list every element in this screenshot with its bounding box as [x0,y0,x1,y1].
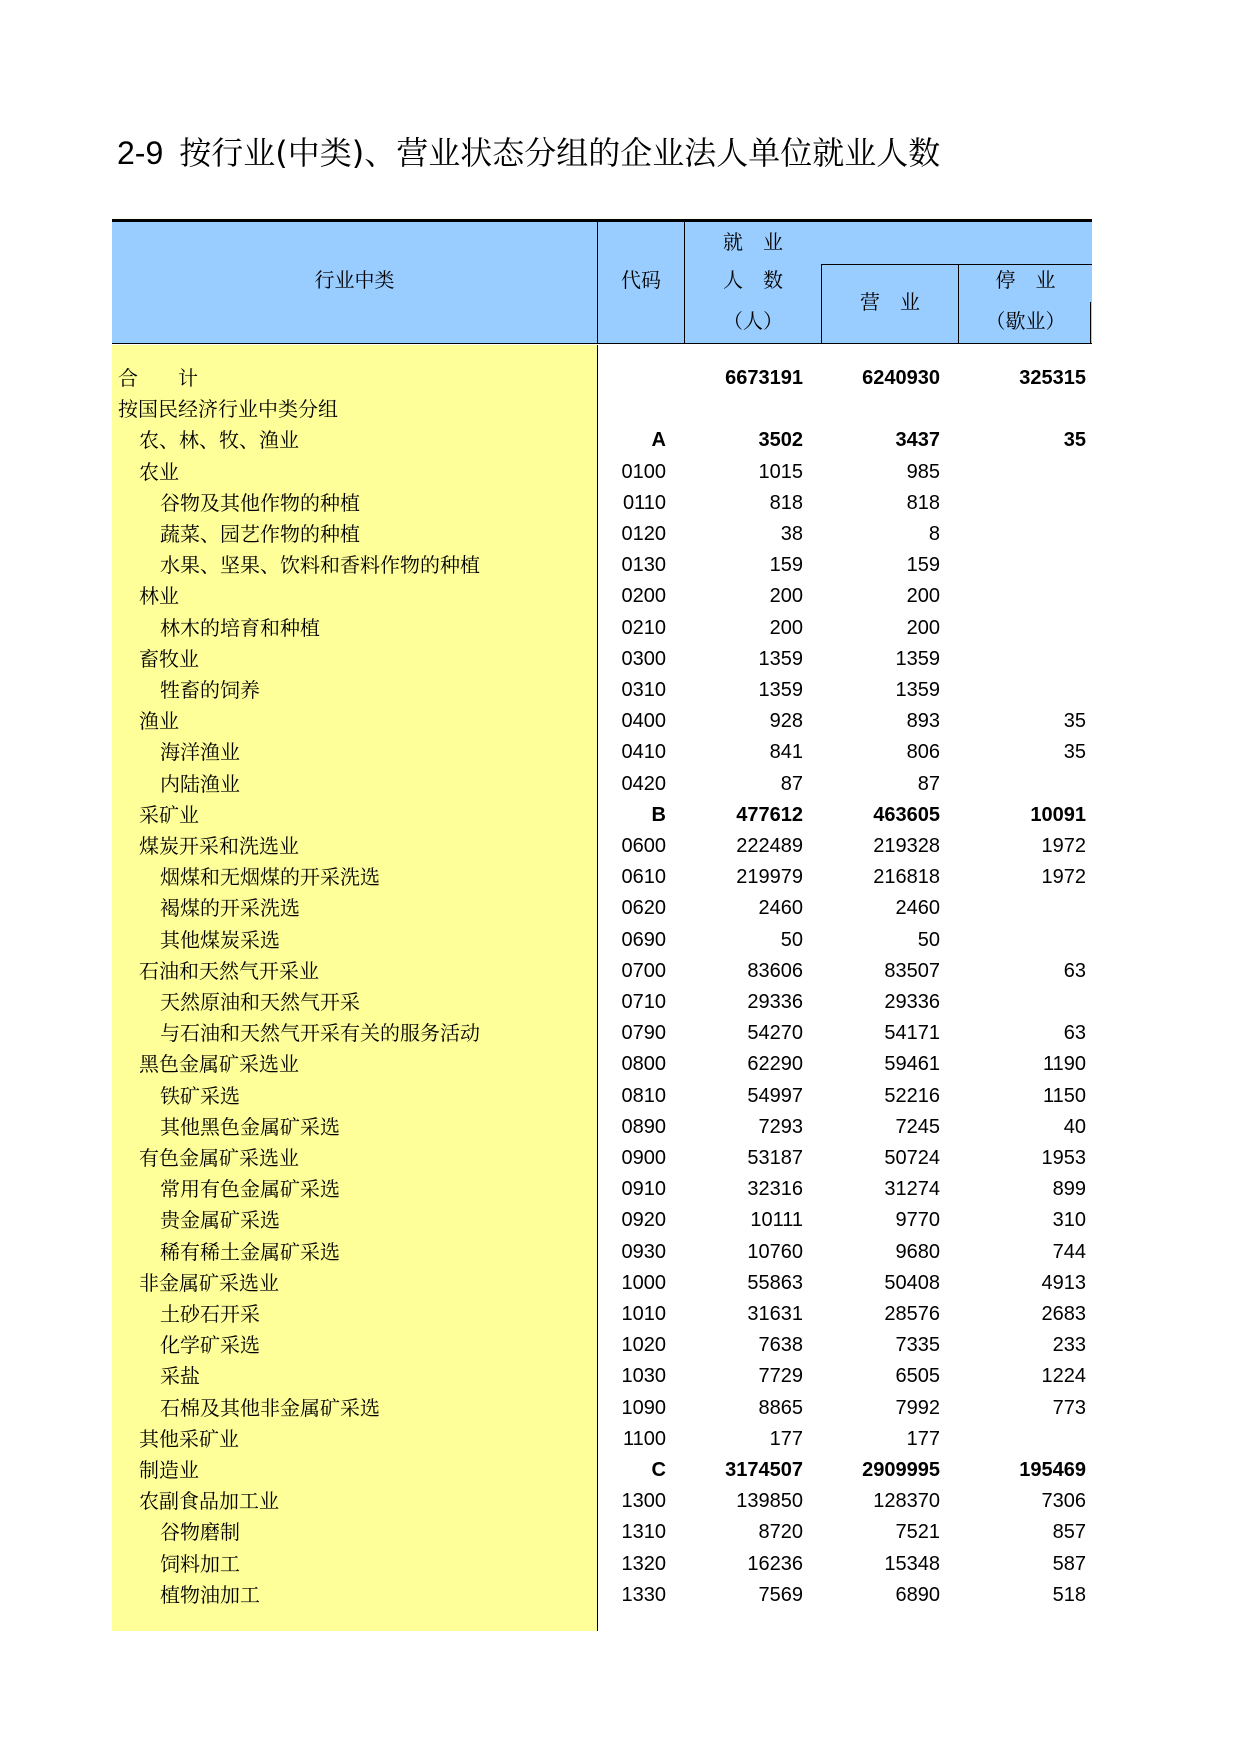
row-code: 0920 [621,1209,666,1232]
row-employed: 29336 [747,991,803,1013]
header-subdivider [821,264,1092,265]
row-name: 按国民经济行业中类分组 [118,397,338,422]
row-employed: 31631 [747,1303,803,1325]
row-employed: 83606 [747,959,803,982]
row-employed: 1359 [758,679,803,701]
table-row [112,519,1092,550]
row-employed: 177 [769,1427,803,1450]
row-code: A [651,429,666,452]
row-name: 采盐 [160,1364,200,1389]
table-row [112,1205,1092,1236]
row-suspended: 7306 [1041,1490,1086,1513]
row-employed: 16236 [747,1552,803,1575]
row-code: 1000 [621,1271,666,1294]
row-name: 牲畜的饲养 [160,678,260,702]
table-row [112,1393,1092,1424]
row-employed: 219979 [736,866,803,889]
table-row [112,800,1092,831]
table-row [112,1143,1092,1174]
row-name: 合 计 [118,366,198,390]
table-row [112,488,1092,519]
table-row [112,1580,1092,1611]
header-divider [958,264,959,344]
row-employed: 32316 [747,1178,803,1201]
row-operating: 159 [906,554,940,577]
row-operating: 7992 [895,1396,940,1419]
row-employed: 87 [780,772,803,795]
row-operating: 3437 [895,429,940,452]
table-row [112,862,1092,893]
row-code: 1020 [621,1334,666,1357]
row-name: 其他煤炭采选 [160,927,280,952]
row-name: 农、林、牧、渔业 [139,428,299,453]
table-row [112,737,1092,768]
header-divider [821,264,822,344]
row-code: 0800 [621,1053,666,1076]
row-employed: 2460 [758,897,803,920]
row-name: 林业 [139,584,179,609]
row-employed: 818 [769,491,803,514]
row-employed: 200 [769,616,803,639]
row-code: 0900 [621,1147,666,1169]
row-code: B [651,803,666,826]
table-row [112,1081,1092,1112]
row-operating: 2460 [895,897,940,920]
row-suspended: 63 [1063,1022,1086,1045]
row-name: 农副食品加工业 [139,1489,279,1514]
row-operating: 177 [906,1427,940,1450]
row-operating: 1359 [895,679,940,701]
row-operating: 463605 [873,803,940,826]
row-name: 其他采矿业 [139,1426,239,1451]
row-operating: 2909995 [862,1459,940,1481]
row-employed: 62290 [747,1053,803,1076]
row-operating: 59461 [884,1053,940,1076]
row-operating: 15348 [884,1552,940,1575]
row-name: 蔬菜、园艺作物的种植 [160,522,360,546]
row-code: 1030 [621,1365,666,1388]
row-employed: 8865 [758,1396,803,1419]
row-employed: 200 [769,585,803,608]
table-number: 2-9 [117,135,164,171]
row-code: 0120 [621,523,666,545]
row-name: 常用有色金属矿采选 [160,1177,340,1202]
table-row [112,425,1092,456]
table-row [112,1361,1092,1392]
row-suspended: 35 [1063,741,1086,764]
row-operating: 29336 [884,991,940,1013]
row-employed: 928 [769,710,803,733]
row-name: 林木的培育和种植 [160,615,320,640]
row-employed: 1359 [758,647,803,670]
row-operating: 985 [906,460,940,483]
row-operating: 9770 [895,1209,940,1232]
row-employed: 7729 [758,1365,803,1388]
row-employed: 3174507 [725,1459,803,1481]
table-row [112,956,1092,987]
row-operating: 50408 [884,1271,940,1294]
row-code: 0910 [621,1178,666,1201]
row-operating: 7245 [895,1115,940,1138]
row-employed: 222489 [736,835,803,857]
table-row [112,1299,1092,1330]
row-code: 0890 [621,1115,666,1138]
table-row [112,925,1092,956]
row-operating: 6890 [895,1583,940,1606]
table-title: 按行业(中类)、营业状态分组的企业法人单位就业人数 [179,134,941,172]
row-operating: 219328 [873,835,940,857]
row-name: 与石油和天然气开采有关的服务活动 [160,1021,480,1046]
row-employed: 50 [780,928,803,951]
row-code: 0200 [621,585,666,608]
row-employed: 38 [780,523,803,545]
row-operating: 28576 [884,1303,940,1325]
row-operating: 893 [906,710,940,733]
row-suspended: 325315 [1019,367,1086,389]
row-employed: 10760 [747,1240,803,1263]
row-employed: 7293 [758,1115,803,1138]
row-code: 0100 [621,460,666,483]
row-operating: 200 [906,616,940,639]
row-name: 水果、坚果、饮料和香料作物的种植 [160,553,480,578]
table-row [112,613,1092,644]
row-employed: 3502 [758,429,803,452]
row-code: 1010 [621,1303,666,1325]
row-code: 0600 [621,835,666,857]
row-employed: 55863 [747,1271,803,1294]
table-row [112,1268,1092,1299]
row-employed: 10111 [750,1209,803,1232]
row-operating: 87 [917,772,940,795]
row-code: 0810 [621,1084,666,1107]
table-row [112,706,1092,737]
row-operating: 50 [917,928,940,951]
table-row [112,1517,1092,1548]
row-name: 褐煤的开采洗选 [160,896,300,921]
table-row [112,1018,1092,1049]
row-employed: 159 [769,554,803,577]
row-code: 0690 [621,928,666,951]
row-suspended: 857 [1052,1521,1086,1544]
row-name: 谷物磨制 [160,1520,240,1545]
row-name: 内陆渔业 [160,771,240,796]
table-row [112,1455,1092,1486]
row-suspended: 1224 [1041,1365,1086,1388]
row-suspended: 195469 [1019,1459,1086,1481]
row-name: 畜牧业 [139,646,199,671]
header-code: 代码 [621,268,661,292]
table-row [112,457,1092,488]
row-code: 0420 [621,772,666,795]
header-divider [684,222,685,344]
table-row [112,1486,1092,1517]
row-employed: 53187 [747,1147,803,1169]
row-name: 石棉及其他非金属矿采选 [160,1395,380,1420]
row-name: 稀有稀土金属矿采选 [160,1239,340,1264]
header-operating: 营 业 [860,290,920,314]
header-employed-2: 人 数 [723,268,783,292]
row-suspended: 1190 [1042,1053,1086,1076]
table-row [112,675,1092,706]
table-row [112,581,1092,612]
row-operating: 7521 [895,1521,940,1544]
row-suspended: 1953 [1041,1147,1086,1169]
row-operating: 7335 [895,1334,940,1357]
row-name: 植物油加工 [160,1582,260,1607]
row-name: 黑色金属矿采选业 [139,1052,299,1077]
table-row [112,831,1092,862]
row-employed: 477612 [736,803,803,826]
table-row [112,1330,1092,1361]
row-suspended: 35 [1063,429,1086,452]
row-name: 谷物及其他作物的种植 [160,490,360,515]
row-code: 0700 [621,959,666,982]
row-code: 0130 [621,554,666,577]
row-name: 烟煤和无烟煤的开采洗选 [160,865,380,890]
row-suspended: 40 [1063,1115,1086,1138]
row-operating: 54171 [884,1022,940,1045]
row-operating: 818 [906,491,940,514]
row-suspended: 4913 [1041,1271,1086,1294]
row-employed: 7569 [758,1583,803,1606]
row-suspended: 2683 [1041,1303,1086,1325]
row-employed: 841 [769,741,803,764]
row-suspended: 35 [1063,710,1086,733]
row-code: 1310 [621,1521,666,1544]
table-row [112,1049,1092,1080]
row-code: 0310 [621,679,666,701]
table-header [112,219,1092,344]
row-suspended: 10091 [1030,803,1086,826]
row-operating: 128370 [873,1490,940,1513]
row-code: 1330 [621,1583,666,1606]
row-employed: 54270 [747,1022,803,1045]
table-row [112,1424,1092,1455]
row-suspended: 744 [1052,1240,1086,1263]
row-code: 1300 [621,1490,666,1513]
row-name: 其他黑色金属矿采选 [160,1114,340,1139]
row-suspended: 773 [1052,1396,1086,1419]
row-suspended: 1150 [1042,1084,1086,1107]
table-row [112,893,1092,924]
row-suspended: 1972 [1041,835,1086,857]
row-operating: 1359 [895,647,940,670]
row-name: 石油和天然气开采业 [139,958,319,983]
row-operating: 52216 [884,1084,940,1107]
row-code: 0300 [621,647,666,670]
table-row [112,550,1092,581]
row-suspended: 587 [1052,1552,1086,1575]
row-name: 铁矿采选 [160,1083,240,1108]
row-employed: 139850 [736,1490,803,1513]
header-employed-1: 就 业 [723,230,783,254]
row-operating: 8 [928,523,940,545]
row-code: 0610 [621,866,666,889]
row-code: 0410 [621,741,666,764]
row-suspended: 310 [1052,1209,1086,1232]
row-suspended: 233 [1052,1334,1086,1357]
row-operating: 806 [906,741,940,764]
row-code: 0710 [621,991,666,1013]
row-employed: 54997 [747,1084,803,1107]
row-code: 1090 [621,1396,666,1419]
row-employed: 8720 [758,1521,803,1544]
row-operating: 31274 [884,1178,940,1201]
row-name: 有色金属矿采选业 [139,1146,299,1170]
table-row [112,987,1092,1018]
row-name: 煤炭开采和洗选业 [139,834,299,858]
row-suspended: 1972 [1041,866,1086,889]
row-code: 0620 [621,897,666,920]
row-operating: 50724 [884,1147,940,1169]
row-employed: 7638 [758,1334,803,1357]
row-name: 天然原油和天然气开采 [160,990,360,1014]
row-code: 0400 [621,710,666,733]
row-name: 非金属矿采选业 [139,1270,279,1295]
table-row [112,394,1092,425]
header-suspended-1: 停 业 [995,268,1056,292]
header-divider [597,222,598,344]
row-suspended: 518 [1052,1583,1086,1606]
header-industry: 行业中类 [314,268,395,292]
row-employed: 1015 [758,460,803,483]
row-operating: 6505 [895,1365,940,1388]
row-code: 0210 [621,616,666,639]
row-name: 渔业 [139,709,179,734]
header-employed-3: （人） [723,309,783,333]
header-suspended-2: （歇业） [985,309,1066,333]
row-name: 采矿业 [139,802,199,827]
table-row [112,1549,1092,1580]
table-row [112,644,1092,675]
page-title [117,128,940,174]
row-code: 0110 [622,491,666,514]
row-operating: 9680 [895,1240,940,1263]
row-suspended: 899 [1052,1178,1086,1201]
row-employed: 6673191 [725,367,803,389]
row-name: 饲料加工 [160,1551,240,1576]
row-name: 贵金属矿采选 [160,1208,280,1233]
row-suspended: 63 [1063,959,1086,982]
row-name: 海洋渔业 [160,740,240,765]
row-code: 0930 [621,1240,666,1263]
row-operating: 6240930 [862,367,940,389]
row-name: 农业 [139,459,179,484]
row-code: C [651,1459,666,1481]
row-operating: 200 [906,585,940,608]
row-name: 制造业 [139,1458,199,1482]
row-operating: 83507 [884,959,940,982]
table-row [112,1174,1092,1205]
table-row [112,1112,1092,1143]
row-name: 土砂石开采 [160,1302,260,1326]
row-code: 0790 [621,1022,666,1045]
row-code: 1320 [621,1552,666,1575]
header-divider [1090,302,1091,344]
row-name: 化学矿采选 [160,1333,260,1358]
table-row [112,1237,1092,1268]
row-code: 1100 [622,1427,666,1450]
table-row [112,363,1092,394]
table-row [112,769,1092,800]
row-operating: 216818 [873,866,940,889]
